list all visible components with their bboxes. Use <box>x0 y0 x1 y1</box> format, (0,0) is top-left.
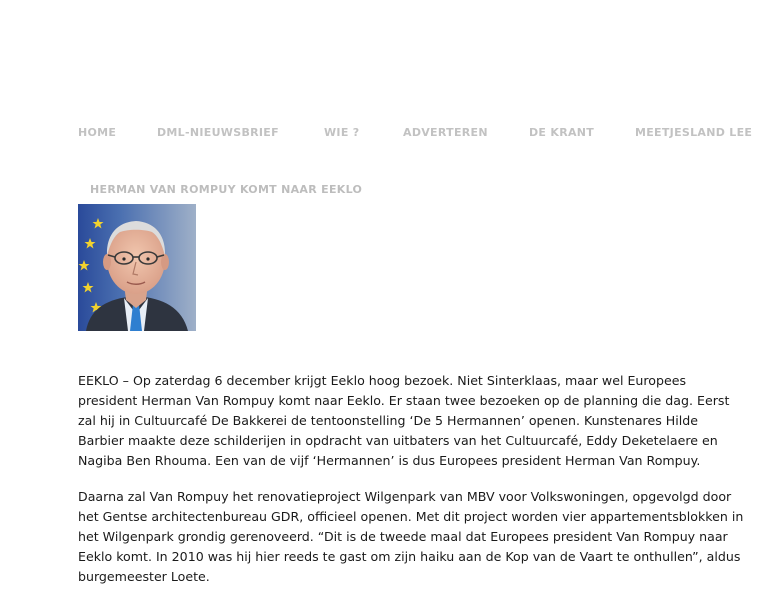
main-navigation <box>78 126 757 142</box>
nav-item-wie[interactable]: WIE ? <box>324 126 360 139</box>
nav-item-dml-nieuwsbrief[interactable]: DML-NIEUWSBRIEF <box>157 126 279 139</box>
article-paragraph-1: EEKLO – Op zaterdag 6 december krijgt Eeklo hoog bezoek. Niet Sinterklaas, maar wel Europees president Herman Van Rompuy komt naar Eeklo. Er staan twee bezoeken op de planning die dag. Eerst zal hij in Cultuurcafé De Bakkerei de tentoonstelling ‘De 5 Hermannen’ openen. Kunstenares Hilde Barbier maakte deze schilderijen in opdracht van uitbaters van het Cultuurcafé, Eddy Deketelaere en Nagiba Ben Rhouma. Een van de vijf ‘Hermannen’ is dus Europees president Herman Van Rompuy. <box>78 373 730 468</box>
nav-item-adverteren[interactable]: ADVERTEREN <box>403 126 488 139</box>
article-paragraph-2: Daarna zal Van Rompuy het renovatieproject Wilgenpark van MBV voor Volkswoningen, opgevolgd door het Gentse architectenbureau GDR, officieel openen. Met dit project worden vier appartementsblokken in het Wilgenpark grondig gerenoveerd. “Dit is de tweede maal dat Europees president Van Rompuy naar Eeklo komt. In 2010 was hij hier reeds te gast om zijn haiku aan de Kop van de Vaart te onthullen”, aldus burgemeester Loete. <box>78 489 744 584</box>
portrait-illustration <box>78 204 196 331</box>
nav-item-de-krant[interactable]: DE KRANT <box>529 126 595 139</box>
nav-item-home[interactable]: HOME <box>78 126 117 139</box>
portrait-photo <box>78 204 196 331</box>
article-body <box>78 371 746 603</box>
nav-item-meetjesland[interactable]: MEETJESLAND LEE <box>635 126 753 139</box>
article-title: HERMAN VAN ROMPUY KOMT NAAR EEKLO <box>90 183 363 196</box>
